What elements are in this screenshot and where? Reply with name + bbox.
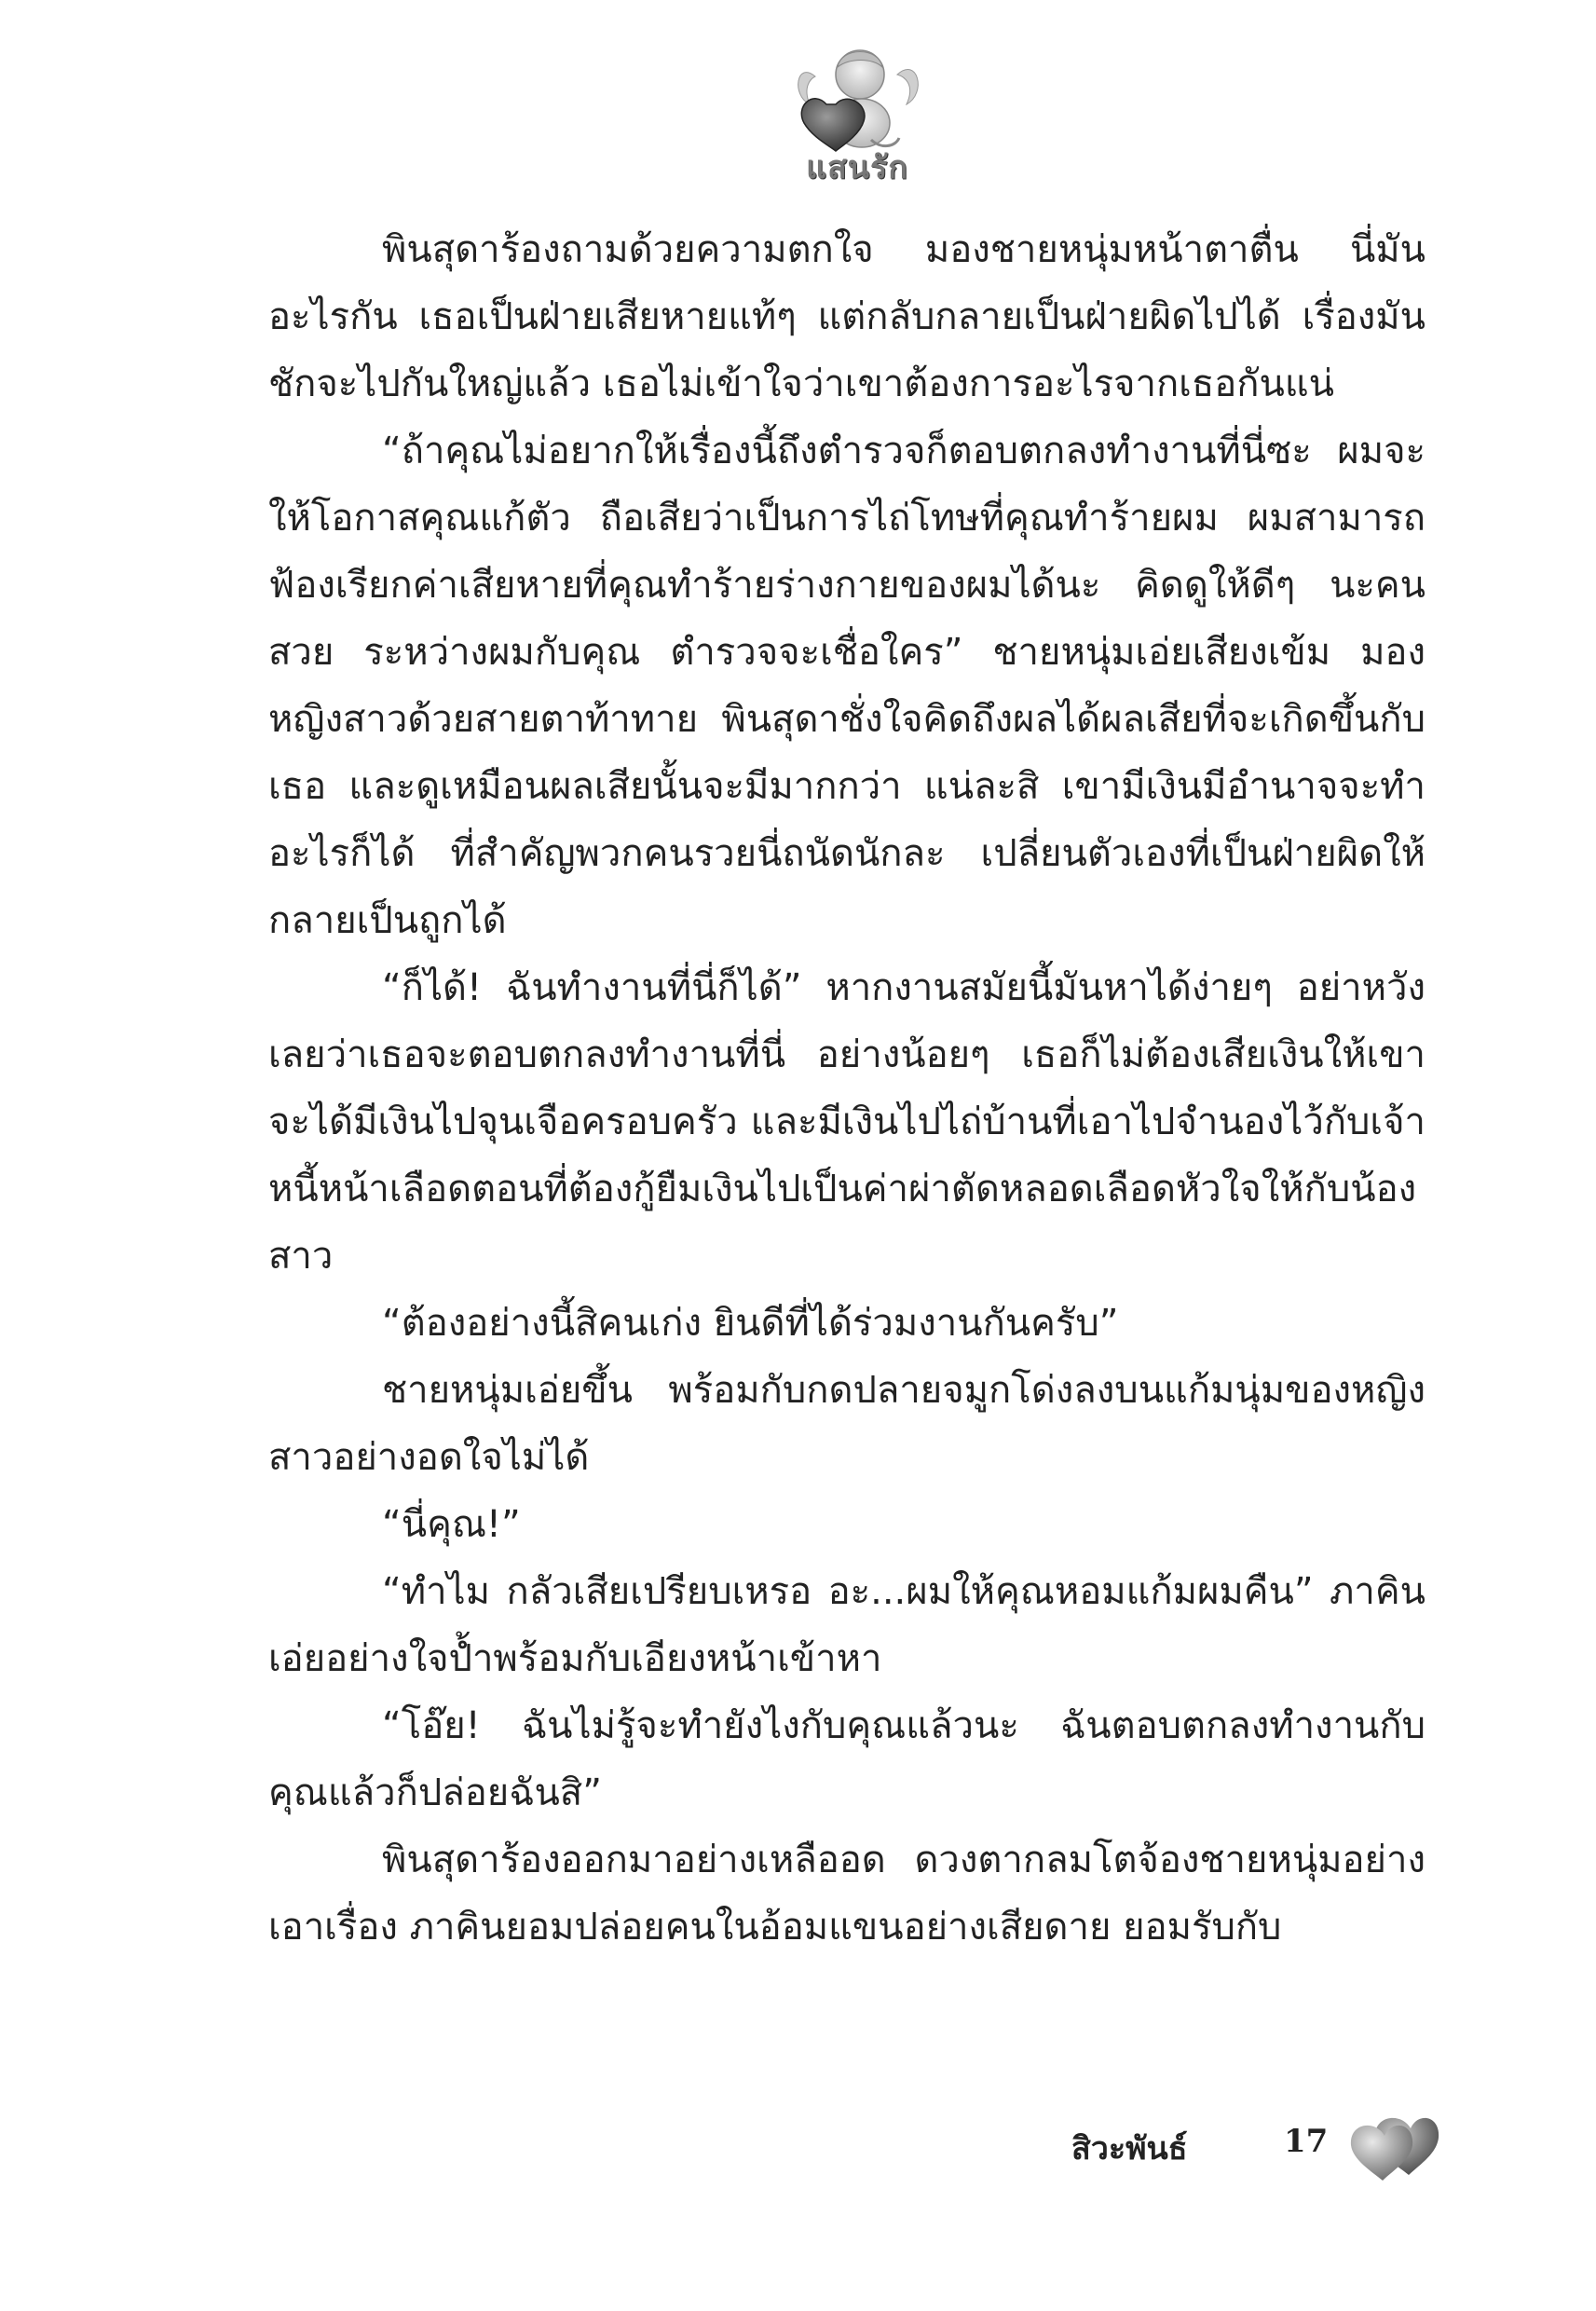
paragraph-1: พินสุดาร้องถามด้วยความตกใจ มองชายหนุ่มหน้าตาตื่น นี่มันอะไรกัน เธอเป็นฝ่ายเสียหายแท้ๆ แต่กลับกลายเป็นฝ่ายผิดไปได้ เรื่องมันชักจะไปกันใหญ่แล้ว เธอไม่เข้าใจว่าเขาต้องการอะไรจากเธอกันแน่ bbox=[268, 228, 1425, 405]
paragraph-8: “โอ๊ย! ฉันไม่รู้จะทำยังไงกับคุณแล้วนะ ฉันตอบตกลงทำงานกับคุณแล้วก็ปล่อยฉันสิ” bbox=[268, 1704, 1425, 1814]
paragraph-6: “นี่คุณ!” bbox=[382, 1503, 521, 1546]
paragraph-3: “ก็ได้! ฉันทำงานที่นี่ก็ได้” หากงานสมัยนี้มันหาได้ง่ายๆ อย่าหวังเลยว่าเธอจะตอบตกลงทำงานที่นี่ อย่างน้อยๆ เธอก็ไม่ต้องเสียเงินให้เขาจะได้มีเงินไปจุนเจือครอบครัว และมีเงินไปไถ่บ้านที่เอาไปจำนองไว้กับเจ้าหนี้หน้าเลือดตอนที่ต้องกู้ยืมเงินไปเป็นค่าผ่าตัดหลอดเลือดหัวใจให้กับน้องสาว bbox=[268, 966, 1425, 1278]
logo-text: แสนรัก bbox=[806, 149, 908, 186]
logo bbox=[787, 37, 927, 196]
page-body bbox=[268, 216, 1425, 1961]
paragraph-4: “ต้องอย่างนี้สิคนเก่ง ยินดีที่ได้ร่วมงานกันครับ” bbox=[382, 1302, 1119, 1345]
paragraph-7: “ทำไม กลัวเสียเปรียบเหรอ อะ...ผมให้คุณหอมแก้มผมคืน” ภาคินเอ่ยอย่างใจป้ำพร้อมกับเอียงหน้าเข้าหา bbox=[268, 1570, 1425, 1680]
paragraph-2: “ถ้าคุณไม่อยากให้เรื่องนี้ถึงตำรวจก็ตอบตกลงทำงานที่นี่ซะ ผมจะให้โอกาสคุณแก้ตัว ถือเสียว่าเป็นการไถ่โทษที่คุณทำร้ายผม ผมสามารถฟ้องเรียกค่าเสียหายที่คุณทำร้ายร่างกายของผมได้นะ คิดดูให้ดีๆ นะคนสวย ระหว่างผมกับคุณ ตำรวจจะเชื่อใคร” ชายหนุ่มเอ่ยเสียงเข้ม มองหญิงสาวด้วยสายตาท้าทาย พินสุดาชั่งใจคิดถึงผลได้ผลเสียที่จะเกิดขึ้นกับเธอ และดูเหมือนผลเสียนั้นจะมีมากกว่า แน่ละสิ เขามีเงินมีอำนาจจะทำอะไรก็ได้ ที่สำคัญพวกคนรวยนี่ถนัดนักละ เปลี่ยนตัวเองที่เป็นฝ่ายผิดให้กลายเป็นถูกได้ bbox=[268, 430, 1425, 942]
page-number: 17 bbox=[1284, 2123, 1329, 2160]
hearts-icon bbox=[1344, 2104, 1446, 2188]
paragraph-5: ชายหนุ่มเอ่ยขึ้น พร้อมกับกดปลายจมูกโด่งลงบนแก้มนุ่มของหญิงสาวอย่างอดใจไม่ได้ bbox=[268, 1369, 1425, 1479]
paragraph-9: พินสุดาร้องออกมาอย่างเหลืออด ดวงตากลมโตจ้องชายหนุ่มอย่างเอาเรื่อง ภาคินยอมปล่อยคนในอ้อมแขนอย่างเสียดาย ยอมรับกับ bbox=[268, 1839, 1425, 1949]
page-footer bbox=[1062, 2104, 1453, 2197]
book-title: สิวะพันธ์ bbox=[1071, 2130, 1188, 2167]
